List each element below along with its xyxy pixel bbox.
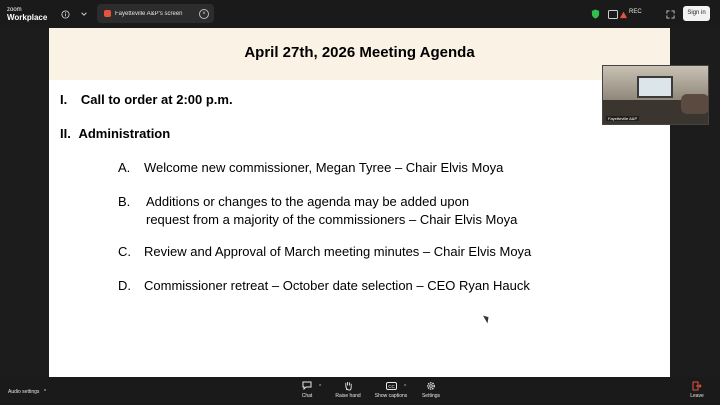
chevron-up-icon: ^ <box>43 389 47 395</box>
shared-screen-label: Fayetteville A&P's screen <box>115 10 183 17</box>
chevron-down-icon[interactable] <box>78 8 90 20</box>
video-window-scene <box>637 76 673 98</box>
section-administration <box>60 126 170 141</box>
section-label: Call to order at 2:00 p.m. <box>80 92 233 107</box>
chat-label: Chat <box>301 393 313 399</box>
shared-slide <box>49 28 670 377</box>
brand-top: zoom <box>7 7 22 13</box>
meeting-toolbar <box>0 377 720 405</box>
section-label: Administration <box>78 126 171 141</box>
leave-button[interactable] <box>686 381 708 399</box>
gear-icon <box>419 381 443 393</box>
item-text-line-1: Additions or changes to the agenda may be added upon <box>146 194 470 209</box>
audio-settings-button[interactable] <box>8 389 46 395</box>
fullscreen-icon[interactable] <box>664 8 676 20</box>
participant-video[interactable] <box>602 65 709 125</box>
captions-label: Show captions <box>374 393 408 399</box>
leave-label: Leave <box>690 393 704 399</box>
slide-title: April 27th, 2026 Meeting Agenda <box>244 44 475 61</box>
sign-in-button[interactable]: Sign in <box>683 6 710 21</box>
info-icon[interactable] <box>59 8 71 20</box>
item-text: Commissioner retreat – October date selection – CEO Ryan Hauck <box>144 278 530 293</box>
chat-button[interactable] <box>296 381 318 403</box>
recording-label: REC <box>629 9 642 15</box>
item-letter: A. <box>118 160 131 175</box>
audio-settings-label: Audio settings <box>8 389 40 395</box>
mouse-pointer <box>483 314 491 324</box>
item-text: Review and Approval of March meeting minutes – Chair Elvis Moya <box>144 244 532 259</box>
close-icon[interactable]: × <box>199 9 209 19</box>
record-icon <box>617 8 629 20</box>
hand-icon <box>333 381 363 393</box>
raise-hand-label: Raise hand <box>335 393 361 399</box>
item-letter: D. <box>118 278 131 293</box>
chevron-up-icon[interactable]: ^ <box>404 384 407 390</box>
item-letter: C. <box>118 244 131 259</box>
section-numeral: I. <box>60 92 68 107</box>
section-call-to-order <box>60 92 233 107</box>
share-screen-icon <box>104 10 111 17</box>
raise-hand-button[interactable] <box>333 381 363 403</box>
video-people <box>681 94 709 114</box>
shared-screen-tab[interactable] <box>97 4 214 23</box>
participant-name: Fayetteville A&P <box>608 116 638 121</box>
chat-icon <box>296 381 318 393</box>
section-numeral: II. <box>60 126 71 141</box>
chevron-up-icon[interactable]: ^ <box>319 384 322 390</box>
settings-label: Settings <box>421 393 441 399</box>
item-text: Welcome new commissioner, Megan Tyree – Chair Elvis Moya <box>144 160 504 175</box>
zoom-logo <box>7 6 47 22</box>
leave-icon <box>686 381 708 393</box>
item-text-line-2: request from a majority of the commissioners – Chair Elvis Moya <box>146 212 518 227</box>
brand-bottom: Workplace <box>7 13 48 22</box>
shield-icon[interactable] <box>589 8 601 20</box>
svg-text:CC: CC <box>387 384 395 389</box>
title-bar <box>0 0 720 28</box>
settings-button[interactable] <box>419 381 443 403</box>
item-letter: B. <box>118 194 131 209</box>
